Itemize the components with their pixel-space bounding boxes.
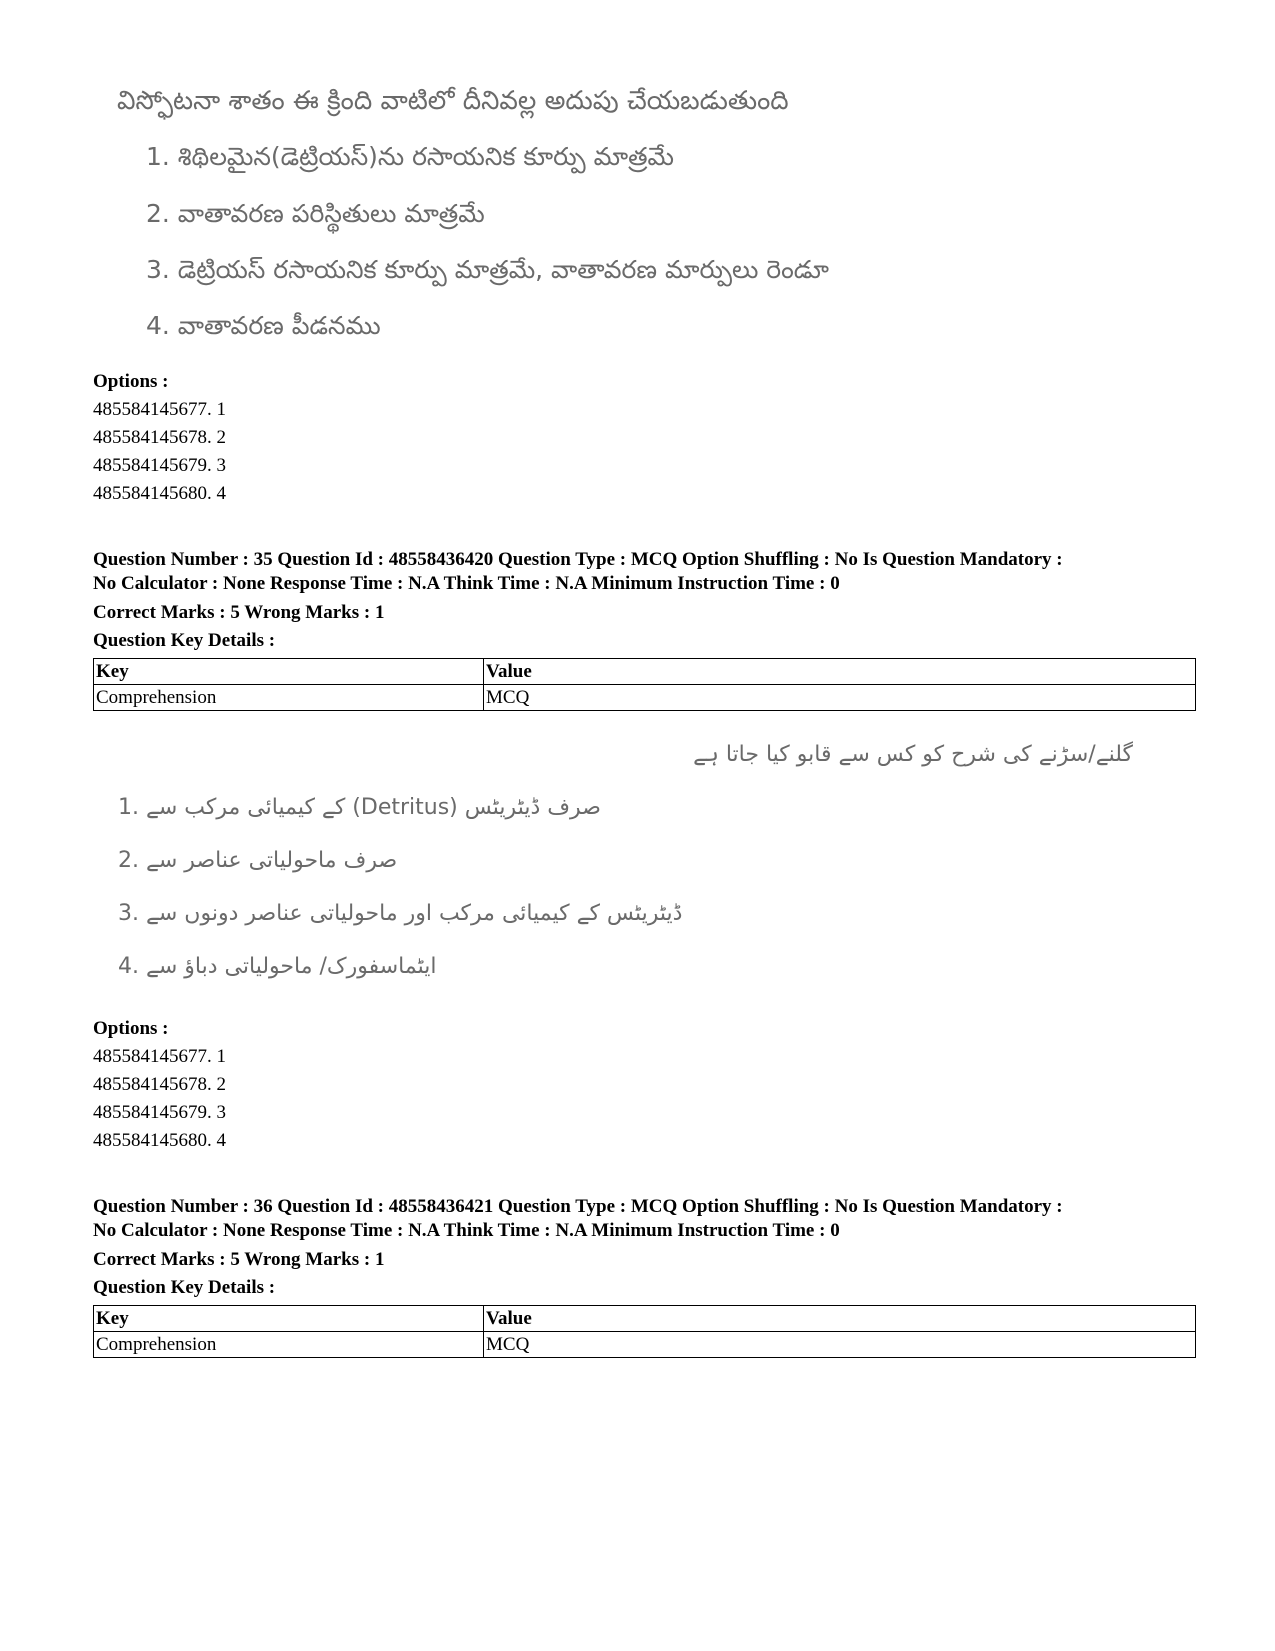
q34-option-4: 485584145680. 4: [93, 483, 226, 504]
q34-image-option-3: 3. డెట్రియస్ రసాయనిక కూర్పు మాత్రమే, వాతావరణ మార్పులు రెండూ: [146, 255, 830, 284]
q34-prompt: విస్ఫోటనా శాతం ఈ క్రింది వాటిలో దీనివల్ల అదుపు చేయబడుతుంది: [117, 86, 789, 116]
table-cell-value: MCQ: [484, 685, 1196, 711]
q36-key-details-label: Question Key Details :: [93, 1277, 276, 1298]
q35-key-details-label: Question Key Details :: [93, 630, 276, 651]
table-header-key: Key: [94, 659, 484, 685]
q36-key-table: [93, 1305, 1196, 1358]
table-cell-value: MCQ: [484, 1332, 1196, 1358]
q35-options-label: Options :: [93, 1018, 169, 1039]
q34-option-1: 485584145677. 1: [93, 399, 226, 420]
table-header-value: Value: [484, 659, 1196, 685]
q36-marks: Correct Marks : 5 Wrong Marks : 1: [93, 1249, 385, 1270]
q34-options-label: Options :: [93, 371, 169, 392]
q34-image-option-2: 2. వాతావరణ పరిస్థితులు మాత్రమే: [146, 199, 485, 228]
table-cell-key: Comprehension: [94, 1332, 484, 1358]
q35-meta-line-2: No Calculator : None Response Time : N.A Think Time : N.A Minimum Instruction Time : 0: [93, 573, 840, 594]
table-header-value: Value: [484, 1306, 1196, 1332]
q35-image-option-4: ایٹماسفورک/ ماحولیاتی دباؤ سے .4: [118, 954, 437, 979]
q36-metadata: [93, 1195, 1203, 1243]
q35-option-2: 485584145678. 2: [93, 1074, 226, 1095]
q35-image-option-2: صرف ماحولیاتی عناصر سے .2: [118, 848, 398, 873]
table-cell-key: Comprehension: [94, 685, 484, 711]
q34-image-option-4: 4. వాతావరణ పీడనము: [146, 311, 381, 340]
q35-key-table: [93, 658, 1196, 711]
q34-question-image: [0, 0, 1275, 360]
q35-metadata: [93, 548, 1203, 596]
q35-meta-line-1: Question Number : 35 Question Id : 48558436420 Question Type : MCQ Option Shuffling : No Is Question Mandatory :: [93, 549, 1063, 570]
q35-option-3: 485584145679. 3: [93, 1102, 226, 1123]
q35-image-option-1: صرف ڈیٹریٹس (Detritus) کے کیمیائی مرکب سے .1: [118, 795, 601, 820]
q35-option-1: 485584145677. 1: [93, 1046, 226, 1067]
q35-option-4: 485584145680. 4: [93, 1130, 226, 1151]
q35-prompt: گلنے/سڑنے کی شرح کو کس سے قابو کیا جاتا ہے: [693, 742, 1133, 767]
q35-question-image: [0, 730, 1275, 1020]
table-row: [94, 1332, 1196, 1358]
table-row: [94, 685, 1196, 711]
table-header-row: [94, 1306, 1196, 1332]
q36-meta-line-2: No Calculator : None Response Time : N.A Think Time : N.A Minimum Instruction Time : 0: [93, 1220, 840, 1241]
table-header-key: Key: [94, 1306, 484, 1332]
q34-image-option-1: 1. శిథిలమైన(డెట్రియస్)ను రసాయనిక కూర్పు మాత్రమే: [146, 142, 674, 171]
q34-option-3: 485584145679. 3: [93, 455, 226, 476]
q35-marks: Correct Marks : 5 Wrong Marks : 1: [93, 602, 385, 623]
table-header-row: [94, 659, 1196, 685]
q36-meta-line-1: Question Number : 36 Question Id : 48558436421 Question Type : MCQ Option Shuffling : No Is Question Mandatory :: [93, 1196, 1063, 1217]
q34-option-2: 485584145678. 2: [93, 427, 226, 448]
q35-image-option-3: ڈیٹریٹس کے کیمیائی مرکب اور ماحولیاتی عناصر دونوں سے .3: [118, 901, 683, 926]
